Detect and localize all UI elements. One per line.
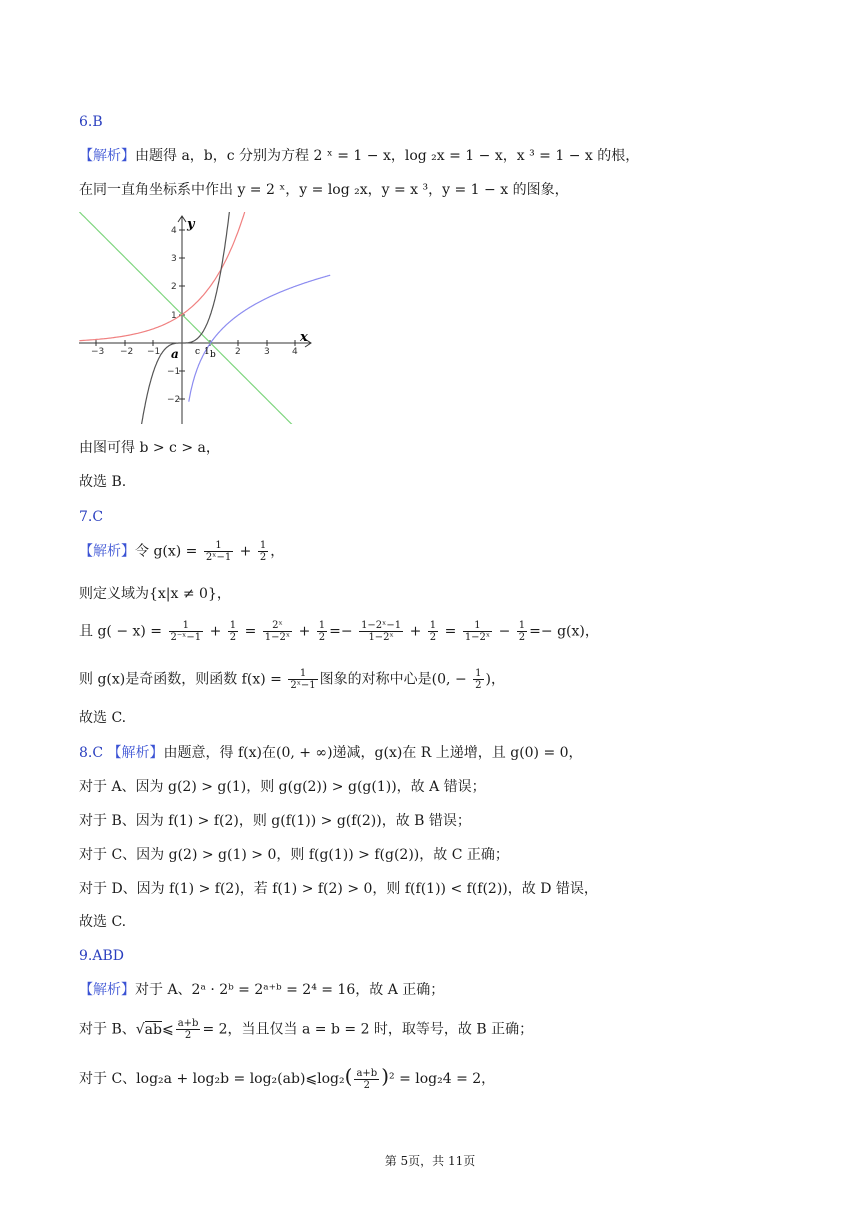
q7-l3-f2-num: 1: [229, 620, 237, 631]
q9-text2b: ⩽: [161, 1021, 174, 1038]
q9-l2-frac: [176, 1018, 201, 1041]
q7-text1b: +: [239, 543, 252, 560]
q9-heading: [79, 946, 124, 966]
q8-tag: 【解析】: [107, 745, 164, 761]
q7-line5: [79, 708, 126, 728]
q7-l3-f6-den: 2: [429, 632, 437, 643]
q7-l3-f4-den: 2: [318, 632, 326, 643]
function-graph: [79, 212, 339, 424]
q8-text5: 对于 D、因为 f(1) > f(2)，若 f(1) > f(2) > 0，则 f(f(1)) < f(f(2))，故 D 错误，: [79, 881, 598, 897]
curve-line-1-minus-x: [79, 212, 296, 424]
q8-text2: 对于 A、因为 g(2) > g(1)，则 g(g(2)) > g(g(1))，故 A 错误；: [79, 779, 486, 795]
point-label-b: b: [210, 350, 216, 360]
q7-l4-f2-den: 2: [475, 680, 482, 691]
q7-l3-frac2: [228, 620, 238, 643]
x-tick-4: 4: [292, 347, 298, 357]
y-tick-3: 3: [171, 254, 177, 264]
q7-l3-f7-den: 1−2ˣ: [464, 632, 491, 643]
q7-heading: [79, 507, 103, 527]
q8-line2: [79, 777, 486, 797]
q7-l3-frac1: [169, 620, 204, 643]
q7-l4-f2-num: 1: [475, 668, 482, 679]
q6-tag: 【解析】: [79, 148, 135, 164]
q6-number: 6.: [79, 114, 93, 130]
q7-text1c: ，: [270, 543, 285, 560]
q7-l4-frac1: [288, 668, 317, 691]
q8-answer: C: [92, 745, 104, 761]
q7-l3-f7-num: 1: [463, 620, 492, 632]
x-tick-m1: −1: [147, 347, 161, 357]
q7-l3-f5-num: 1−2ˣ−1: [361, 620, 402, 631]
q9-text3a: 对于 C、log₂a + log₂b = log₂(ab)⩽log₂: [79, 1071, 345, 1087]
q7-l3-f2-den: 2: [229, 632, 237, 643]
x-axis-label: x: [300, 330, 308, 345]
q9-number: 9.: [79, 948, 93, 964]
q7-l3-eq1: =: [244, 623, 257, 640]
q7-l3-f1-num: 1: [169, 620, 204, 632]
q7-line2: [79, 584, 231, 604]
q8-line4: [79, 845, 509, 865]
q7-line3: [79, 620, 599, 643]
q9-sqrt-ab: ab: [144, 1021, 162, 1038]
q7-text1a: 令 g(x) =: [135, 543, 198, 560]
q8-line1: [79, 743, 583, 763]
q9-l3-f-num: a+b: [356, 1067, 378, 1079]
q6-line4: [79, 472, 126, 492]
q9-text3b: ² = log₂4 = 2，: [389, 1071, 496, 1087]
q9-text1: 对于 A、2ᵃ · 2ᵇ = 2ᵃ⁺ᵇ = 2⁴ = 16，故 A 正确；: [135, 982, 445, 998]
x-tick-m3: −3: [91, 347, 105, 357]
q7-l3-end: =− g(x)，: [529, 623, 599, 640]
point-label-a: a: [171, 347, 179, 361]
point-label-c: c: [195, 347, 201, 357]
q8-line6: [79, 912, 126, 932]
q6-line1: [79, 146, 639, 166]
y-tick-m1: −1: [167, 367, 181, 377]
q7-frac2-den: 2: [259, 552, 267, 563]
q7-text2: 则定义域为{x|x ≠ 0}，: [79, 586, 231, 602]
q7-l3-f6-num: 1: [429, 620, 437, 631]
q6-line2: [79, 180, 569, 200]
q9-tag: 【解析】: [79, 982, 135, 998]
q7-l3-frac5: [359, 620, 403, 643]
point-label-1: 1: [204, 347, 210, 357]
q9-line2: 对于 B、√ab⩽ $\frac{a+b}{2}$ = 2，当且仅当 a = b = 2 时，取等号，故 B 正确；: [79, 1018, 534, 1041]
q7-l3-plus1: +: [209, 623, 222, 640]
q9-text2a: 对于 B、: [79, 1021, 136, 1038]
q6-line3: [79, 438, 220, 458]
q6-text2: 在同一直角坐标系中作出 y = 2 ˣ，y = log ₂x，y = x ³，y = 1 − x 的图象，: [79, 182, 569, 198]
q7-l4-frac2: [473, 668, 483, 691]
q7-l3-frac6: [428, 620, 438, 643]
q6-heading: [79, 112, 103, 132]
q6-answer: B: [92, 114, 103, 130]
q8-text6: 故选 C.: [79, 914, 127, 930]
q8-text4: 对于 C、因为 g(2) > g(1) > 0，则 f(g(1)) > f(g(2))，故 C 正确；: [79, 847, 509, 863]
q7-text4a: 则 g(x)是奇函数，则函数 f(x) =: [79, 671, 282, 688]
q7-l3-frac3: [263, 620, 292, 643]
y-tick-1: 1: [171, 311, 177, 321]
q7-l3-plus3: +: [409, 623, 422, 640]
q7-text4b: 图象的对称中心是(0, −: [319, 671, 467, 688]
q7-line4: [79, 668, 505, 691]
q7-answer: C: [92, 509, 104, 525]
q8-line5: [79, 879, 598, 899]
q7-frac2-num: 1: [259, 540, 267, 551]
y-tick-4: 4: [171, 226, 177, 236]
q7-l3-f3-den: 1−2ˣ: [264, 632, 291, 643]
q7-text4c: )，: [485, 671, 505, 688]
q7-l3-f5-den: 1−2ˣ: [368, 632, 394, 643]
x-tick-3: 3: [264, 347, 270, 357]
q7-line1: [79, 540, 284, 563]
y-tick-m2: −2: [167, 395, 181, 405]
x-tick-2: 2: [235, 347, 241, 357]
q7-l3-f1-den: 2⁻ˣ−1: [170, 632, 202, 643]
y-axis-label: y: [187, 217, 195, 232]
q8-number: 8.: [79, 745, 93, 761]
q7-l3-f8-den: 2: [518, 632, 526, 643]
q9-l3-f-den: 2: [363, 1079, 370, 1091]
q7-l3-eq3: =: [444, 623, 457, 640]
q6-text3: 由图可得 b > c > a，: [79, 440, 220, 456]
q9-line1: [79, 980, 444, 1000]
q7-number: 7.: [79, 509, 93, 525]
q7-l3-f8-num: 1: [518, 620, 526, 631]
q7-l4-f-num: 1: [288, 668, 317, 680]
q7-l3-eq2: =−: [329, 623, 353, 640]
q7-l3-f4-num: 1: [318, 620, 326, 631]
q9-text2c: = 2，当且仅当 a = b = 2 时，取等号，故 B 正确；: [202, 1021, 534, 1038]
q7-l3-f3-num: 2ˣ: [263, 620, 292, 632]
y-tick-2: 2: [171, 282, 177, 292]
q8-line3: [79, 811, 471, 831]
q7-tag: 【解析】: [79, 543, 135, 560]
q7-l3-frac4: [317, 620, 327, 643]
q8-text1: 由题意，得 f(x)在(0, + ∞)递减，g(x)在 R 上递增，且 g(0) = 0，: [163, 745, 583, 761]
q7-frac1-num: 1: [204, 540, 233, 552]
curve-log2x: [189, 275, 330, 402]
q7-l3-plus2: +: [298, 623, 311, 640]
q9-l2-f-num: a+b: [177, 1018, 199, 1029]
q7-text5: 故选 C.: [79, 710, 127, 726]
q7-l3-frac8: [517, 620, 527, 643]
q7-frac1-den: 2ˣ−1: [205, 552, 232, 563]
q7-text3a: 且 g( − x) =: [79, 623, 163, 640]
q7-l3-frac7: [463, 620, 492, 643]
q9-line3: 对于 C、log₂a + log₂b = log₂(ab)⩽log₂( $\frac{a+b}{2}$ )² = log₂4 = 2，: [79, 1064, 496, 1091]
x-tick-m2: −2: [120, 347, 134, 357]
q7-l4-f-den: 2ˣ−1: [290, 680, 316, 691]
q9-answer: ABD: [92, 948, 124, 964]
q9-l2-f-den: 2: [184, 1030, 192, 1041]
q6-text4: 故选 B.: [79, 474, 127, 490]
page-footer: 第 5页，共 11页: [384, 1154, 476, 1168]
q8-text3: 对于 B、因为 f(1) > f(2)，则 g(f(1)) > g(f(2))，故 B 错误；: [79, 813, 471, 829]
q7-l3-minus: −: [498, 623, 511, 640]
q7-frac1: [204, 540, 233, 563]
q6-text1: 由题得 a，b，c 分别为方程 2 ˣ = 1 − x，log ₂x = 1 − x，x ³ = 1 − x 的根，: [135, 148, 640, 164]
q7-frac2: [258, 540, 268, 563]
q9-l3-frac: [354, 1068, 379, 1091]
